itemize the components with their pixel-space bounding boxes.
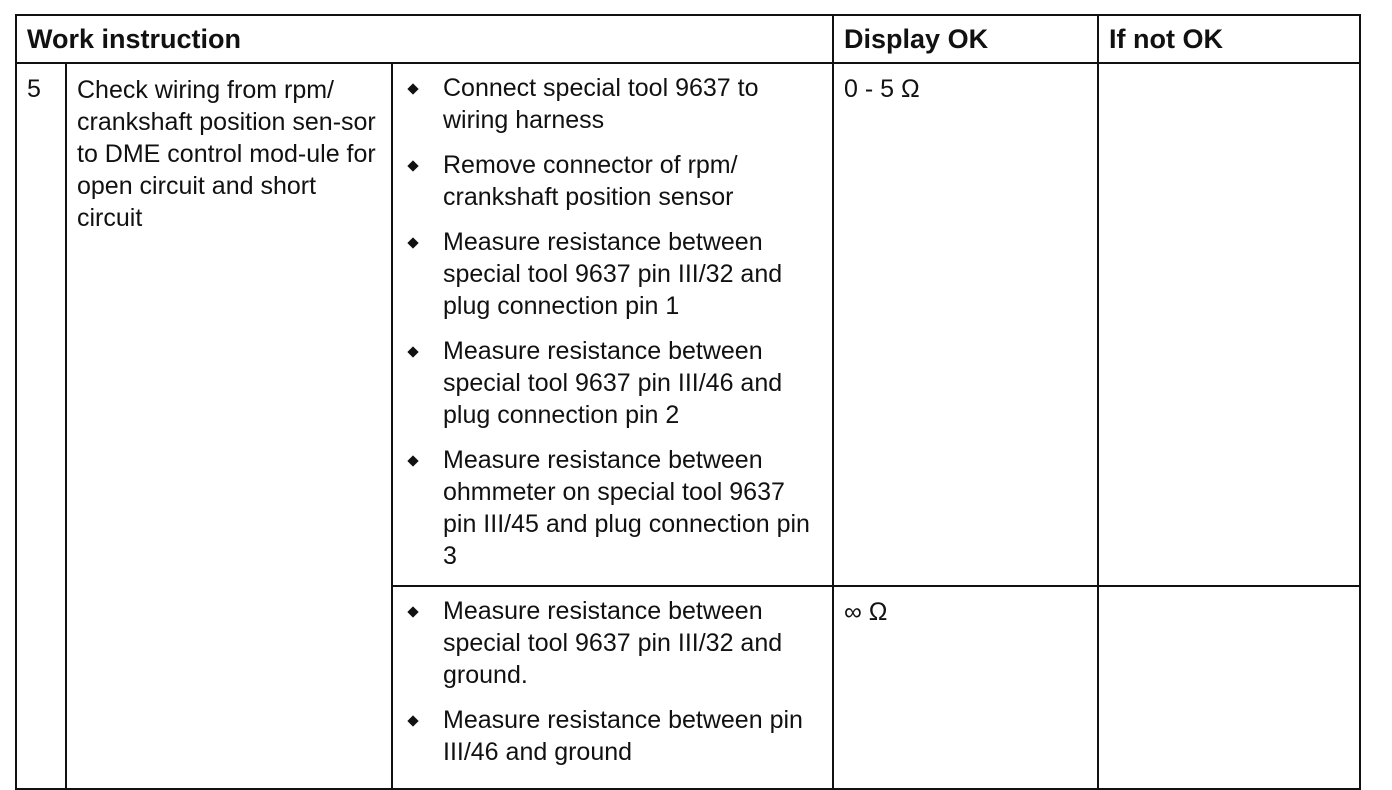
table-row — [16, 63, 1360, 586]
bullet-diamond-icon — [407, 83, 418, 94]
instruction-text: Measure resistance between pin III/46 and ground — [443, 706, 803, 766]
display-ok-value: 0 - 5 Ω — [833, 63, 1098, 586]
bullet-diamond-icon — [407, 346, 418, 357]
bullet-diamond-icon — [407, 160, 418, 171]
instruction-text: Measure resistance between special tool 9637 pin III/46 and plug connection pin 2 — [443, 337, 783, 429]
list-item — [407, 149, 822, 213]
bullet-diamond-icon — [407, 715, 418, 726]
bullet-diamond-icon — [407, 606, 418, 617]
display-ok-value: ∞ Ω — [833, 586, 1098, 789]
if-not-ok-value — [1098, 586, 1360, 789]
if-not-ok-header: If not OK — [1098, 15, 1360, 63]
bullet-diamond-icon — [407, 455, 418, 466]
list-item — [407, 444, 822, 572]
header-row — [16, 15, 1360, 63]
work-instruction-header: Work instruction — [16, 15, 833, 63]
list-item — [407, 72, 822, 136]
instruction-text: Measure resistance between special tool 9637 pin III/32 and plug connection pin 1 — [443, 228, 783, 320]
bullet-diamond-icon — [407, 237, 418, 248]
instruction-text: Remove connector of rpm/ crankshaft position sensor — [443, 151, 738, 211]
list-item — [407, 226, 822, 322]
list-item — [407, 335, 822, 431]
instruction-text: Measure resistance between special tool 9637 pin III/32 and ground. — [443, 597, 783, 689]
instruction-text: Measure resistance between ohmmeter on special tool 9637 pin III/45 and plug connection pin 3 — [443, 446, 810, 570]
work-instruction-table — [15, 14, 1361, 790]
list-item — [407, 704, 822, 768]
instruction-cell — [392, 586, 833, 789]
instruction-list — [393, 64, 832, 578]
if-not-ok-value — [1098, 63, 1360, 586]
instruction-list — [393, 587, 832, 774]
step-description: Check wiring from rpm/ crankshaft position sen-sor to DME control mod-ule for open circuit and short circuit — [66, 63, 392, 789]
display-ok-header: Display OK — [833, 15, 1098, 63]
list-item — [407, 595, 822, 691]
instruction-text: Connect special tool 9637 to wiring harness — [443, 74, 759, 134]
instruction-cell — [392, 63, 833, 586]
step-number: 5 — [16, 63, 66, 789]
work-instruction-sheet — [15, 14, 1359, 776]
